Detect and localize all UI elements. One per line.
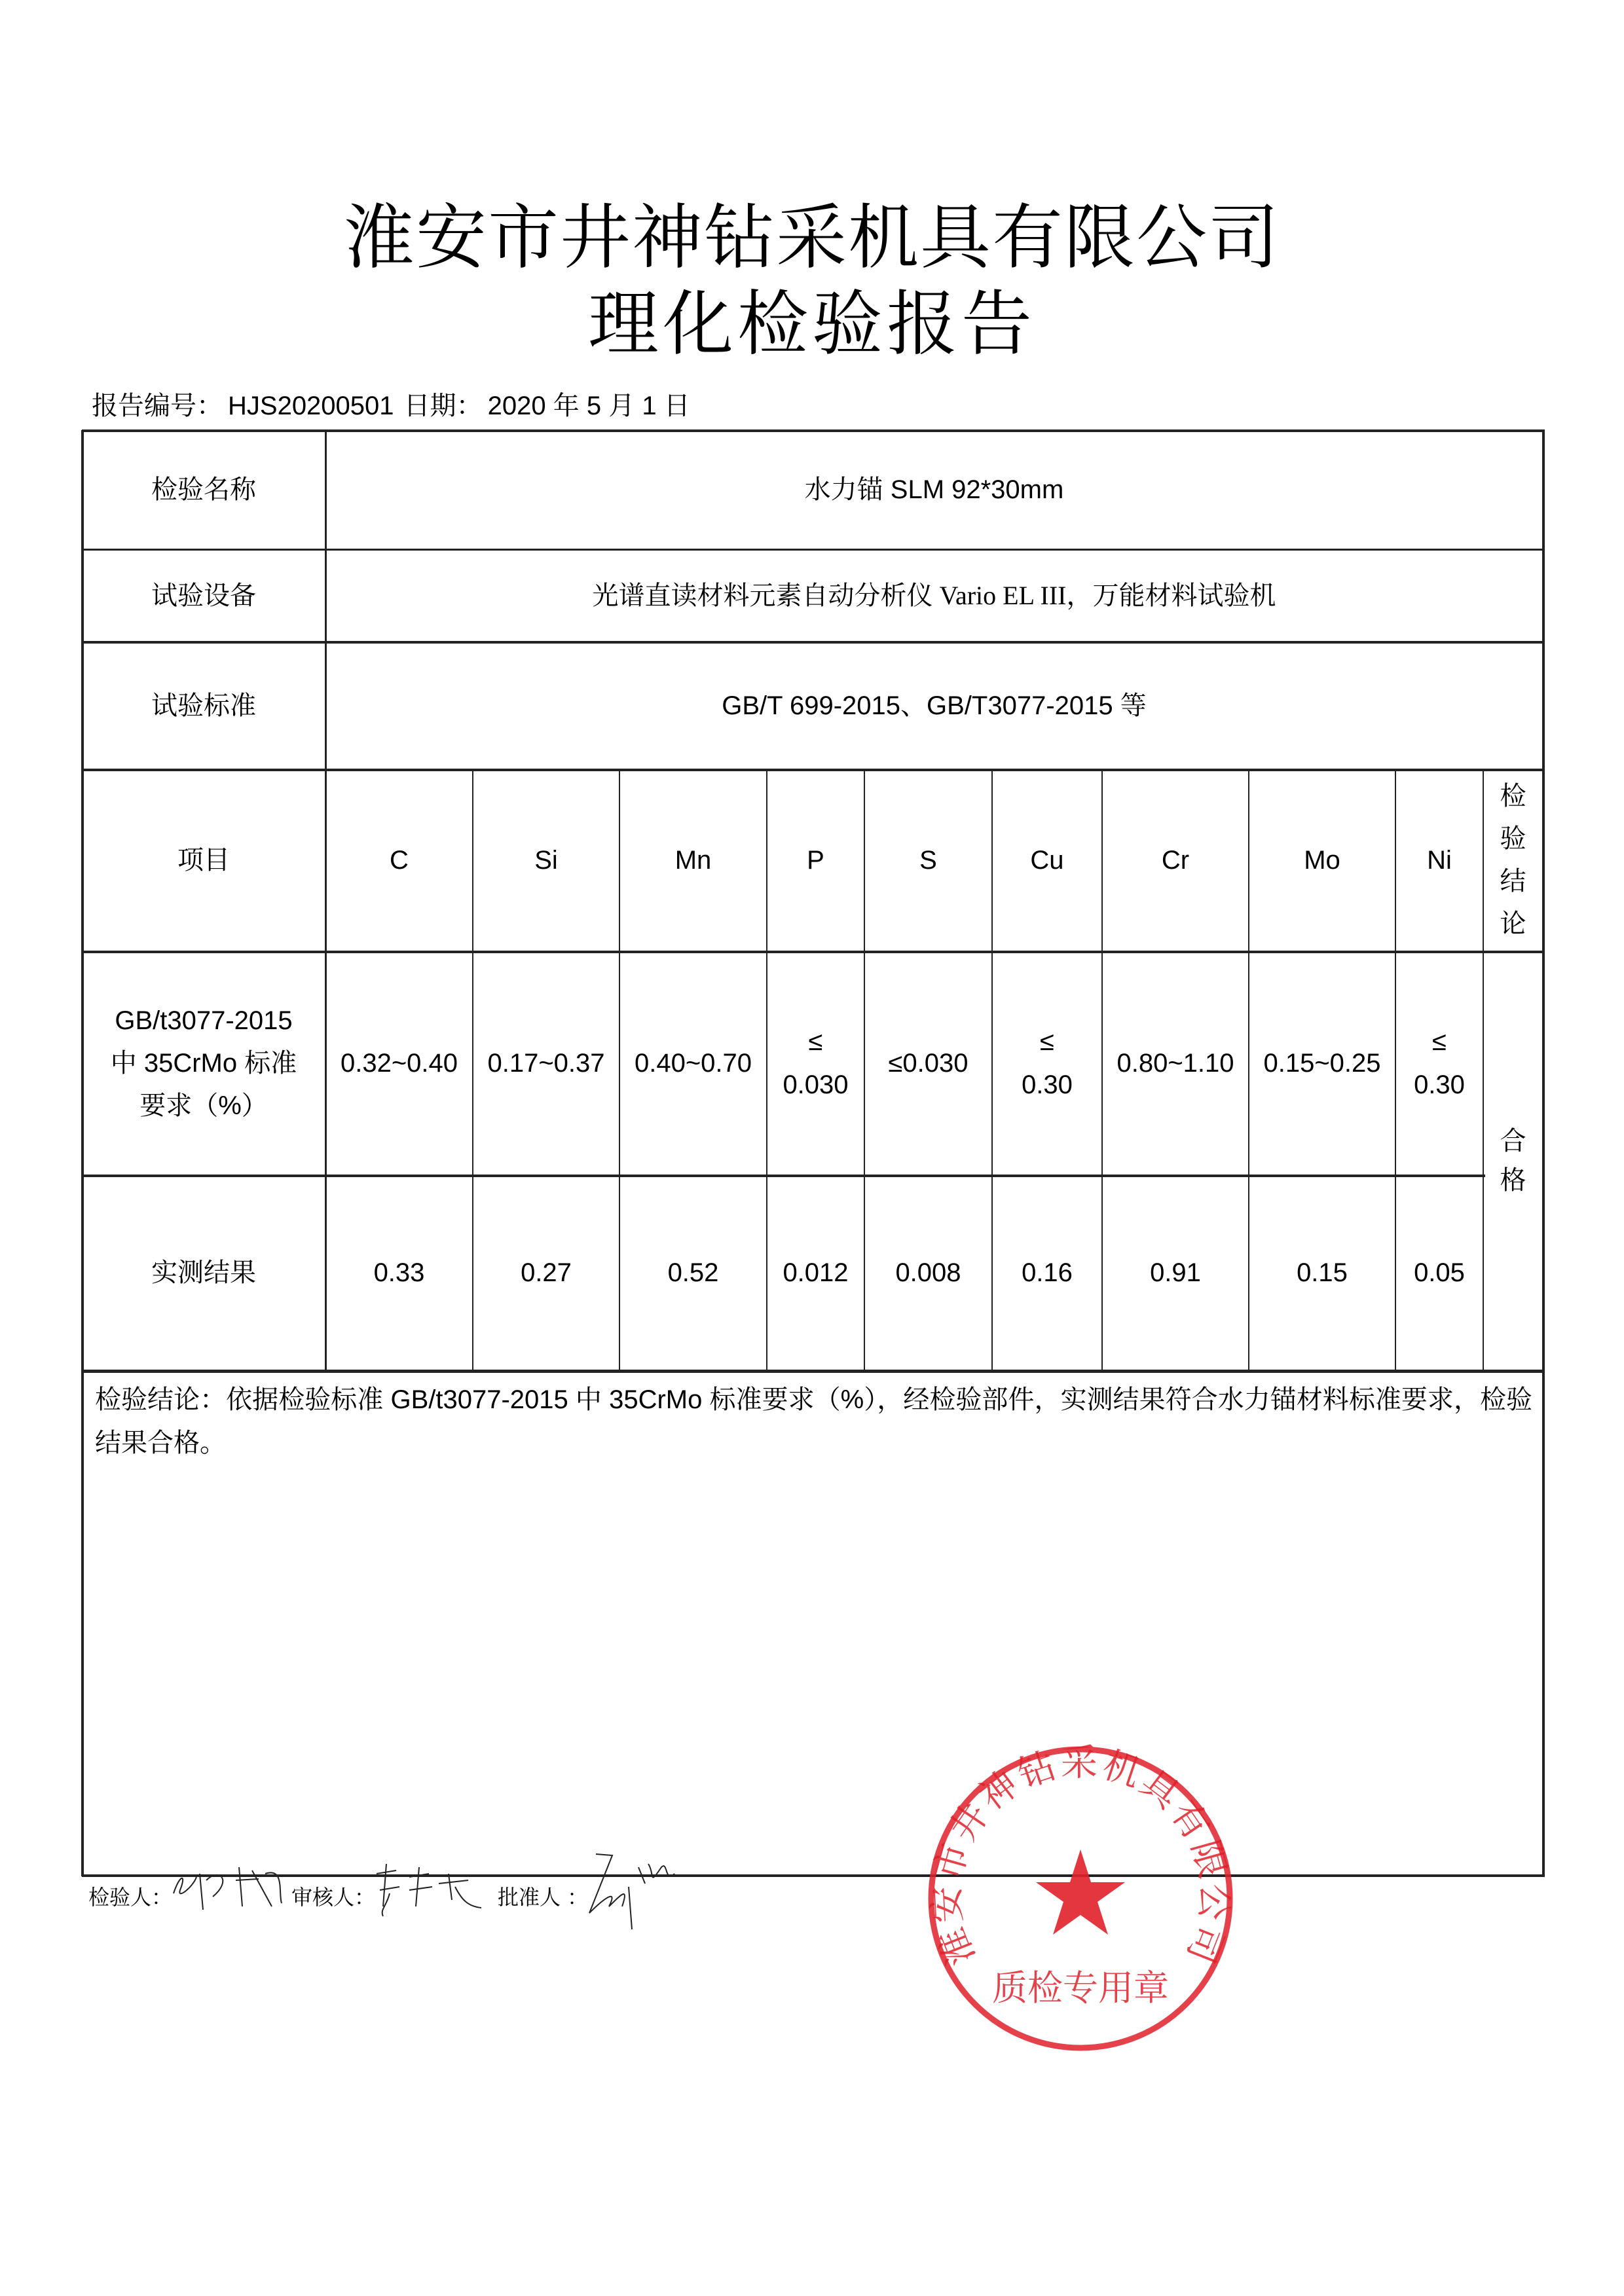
info-label-standard: 试验标准 bbox=[151, 690, 256, 721]
info-label-equipment: 试验设备 bbox=[151, 580, 256, 611]
result-row-label: 实测结果 bbox=[151, 1258, 256, 1288]
result-value: 0.27 bbox=[521, 1258, 572, 1287]
table-rule bbox=[1101, 769, 1103, 1372]
star-icon bbox=[1036, 1850, 1125, 1935]
standard-value: ≤0.030 bbox=[888, 1049, 969, 1078]
report-no-label: 报告编号： bbox=[92, 392, 223, 420]
standard-value: 0.80~1.10 bbox=[1116, 1049, 1234, 1078]
table-rule bbox=[1395, 769, 1396, 1372]
element-header: C bbox=[390, 846, 409, 875]
conclusion-header-char: 论 bbox=[1500, 909, 1526, 939]
table-rule bbox=[81, 430, 84, 1876]
approver-signature bbox=[583, 1848, 688, 1933]
table-rule bbox=[82, 1370, 1545, 1373]
info-value-standard: GB/T 699-2015、GB/T3077-2015 等 bbox=[722, 691, 1147, 720]
result-value: 0.52 bbox=[667, 1258, 719, 1287]
standard-value: ≤ 0.30 bbox=[1414, 1027, 1465, 1099]
result-value: 0.008 bbox=[895, 1258, 961, 1287]
conclusion-header-char: 验 bbox=[1500, 824, 1526, 854]
report-meta bbox=[92, 393, 695, 419]
result-value: 0.05 bbox=[1414, 1258, 1465, 1287]
table-rule bbox=[766, 769, 767, 1372]
result-value: 0.91 bbox=[1150, 1258, 1201, 1287]
table-rule bbox=[82, 1874, 1545, 1877]
element-header: S bbox=[919, 846, 937, 875]
item-header: 项目 bbox=[177, 845, 230, 875]
verdict-cell bbox=[1483, 951, 1543, 1370]
report-table bbox=[82, 430, 1543, 1875]
result-value: 0.16 bbox=[1022, 1258, 1073, 1287]
table-rule bbox=[82, 549, 1545, 551]
result-value: 0.012 bbox=[783, 1258, 849, 1287]
table-rule bbox=[1542, 430, 1545, 1876]
standard-value: 0.40~0.70 bbox=[634, 1049, 752, 1078]
reviewer-signature bbox=[370, 1861, 488, 1920]
company-seal bbox=[917, 1735, 1244, 2062]
table-rule bbox=[82, 1175, 1485, 1177]
verdict-char: 合 bbox=[1500, 1126, 1526, 1156]
conclusion-text: 检验结论：依据检验标准 GB/t3077-2015 中 35CrMo 标准要求（%），经检验部件，实测结果符合水力锚材料标准要求，检验结果合格。 bbox=[95, 1385, 1532, 1457]
seal-ring-text: 淮安市井神钻采机具有限公司 bbox=[925, 1741, 1236, 1972]
conclusion-header bbox=[1483, 769, 1543, 951]
table-rule bbox=[82, 951, 1545, 953]
table-rule bbox=[82, 429, 1545, 432]
reviewer-label: 审核人： bbox=[291, 1885, 376, 1910]
standard-value: 0.17~0.37 bbox=[487, 1049, 605, 1078]
table-rule bbox=[619, 769, 620, 1372]
info-value-equipment: 光谱直读材料元素自动分析仪 Vario EL III，万能材料试验机 bbox=[592, 580, 1276, 610]
info-label-name: 检验名称 bbox=[151, 475, 256, 505]
table-rule bbox=[1248, 769, 1249, 1372]
report-no: HJS20200501 bbox=[228, 392, 394, 420]
element-header: Si bbox=[534, 846, 558, 875]
result-value: 0.33 bbox=[373, 1258, 425, 1287]
element-header: Mo bbox=[1304, 846, 1340, 875]
standard-value: 0.32~0.40 bbox=[340, 1049, 458, 1078]
verdict-char: 格 bbox=[1500, 1165, 1526, 1195]
report-date: 2020 年 5 月 1 日 bbox=[487, 392, 690, 420]
standard-value: 0.15~0.25 bbox=[1263, 1049, 1381, 1078]
conclusion-header-char: 检 bbox=[1500, 781, 1526, 811]
info-value-name: 水力锚 SLM 92*30mm bbox=[804, 475, 1064, 504]
table-rule bbox=[472, 769, 473, 1372]
standard-label-line: GB/t3077-2015 bbox=[115, 1006, 293, 1035]
element-header: P bbox=[807, 846, 824, 875]
company-title: 淮安市井神钻采机具有限公司 bbox=[343, 197, 1280, 279]
result-value: 0.15 bbox=[1297, 1258, 1348, 1287]
element-header: Cu bbox=[1030, 846, 1064, 875]
standard-row-label bbox=[82, 951, 325, 1175]
standard-value: ≤ 0.030 bbox=[783, 1027, 849, 1099]
inspector-signature bbox=[167, 1861, 298, 1913]
element-header: Mn bbox=[674, 846, 712, 875]
table-rule bbox=[864, 769, 865, 1372]
report-title: 理化检验报告 bbox=[587, 283, 1036, 365]
standard-label-line: 中 35CrMo 标准 bbox=[110, 1048, 297, 1078]
element-header: Cr bbox=[1161, 846, 1190, 875]
date-label: 日期： bbox=[403, 392, 483, 420]
table-rule bbox=[82, 769, 1545, 771]
table-rule bbox=[1483, 769, 1484, 1372]
standard-label-line: 要求（%） bbox=[139, 1091, 268, 1120]
element-header: Ni bbox=[1427, 846, 1452, 875]
table-rule bbox=[325, 430, 327, 1372]
table-rule bbox=[82, 641, 1545, 644]
table-rule bbox=[991, 769, 993, 1372]
seal-bottom-text: 质检专用章 bbox=[992, 1967, 1169, 2009]
standard-value: ≤ 0.30 bbox=[1022, 1027, 1073, 1099]
approver-label: 批准人 ： bbox=[498, 1885, 589, 1910]
inspector-label: 检验人： bbox=[88, 1885, 173, 1910]
conclusion-header-char: 结 bbox=[1500, 866, 1526, 896]
